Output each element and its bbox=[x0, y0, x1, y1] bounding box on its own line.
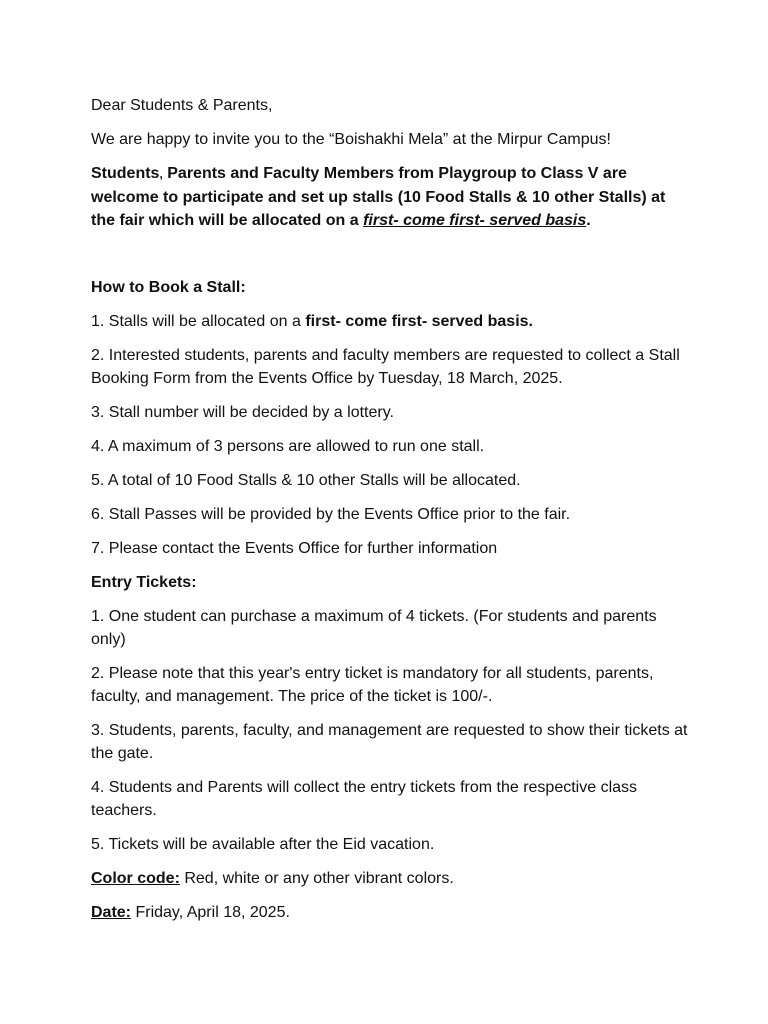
intro-comma: , bbox=[159, 167, 163, 181]
booking-heading: How to Book a Stall: bbox=[91, 279, 246, 296]
booking-item-6: 6. Stall Passes will be provided by the Events Office prior to the fair. bbox=[91, 506, 571, 523]
intro-body: Parents and Faculty Members from Playgroup to Class V are welcome to participate and set up stalls (10 Food Stalls & 10 other Stalls) at the fair which will be allocated on a bbox=[91, 165, 666, 229]
ticket-item-4: 4. Students and Parents will collect the entry tickets from the respective class teachers. bbox=[91, 779, 638, 819]
intro-emphasis: first- come first- served basis bbox=[363, 212, 587, 229]
tickets-heading: Entry Tickets: bbox=[91, 574, 197, 591]
booking-item-2: 2. Interested students, parents and faculty members are requested to collect a Stall Booking Form from the Events Office by Tuesday, 18 March, 2025. bbox=[91, 347, 680, 387]
booking-item-5: 5. A total of 10 Food Stalls & 10 other Stalls will be allocated. bbox=[91, 472, 521, 489]
booking-item-4: 4. A maximum of 3 persons are allowed to run one stall. bbox=[91, 438, 485, 455]
booking-item-3: 3. Stall number will be decided by a lottery. bbox=[91, 404, 394, 421]
ticket-item-1: 1. One student can purchase a maximum of 4 tickets. (For students and parents only) bbox=[91, 608, 657, 648]
intro-paragraph bbox=[91, 162, 691, 232]
ticket-item-2: 2. Please note that this year's entry ticket is mandatory for all students, parents, faculty, and management. The price of the ticket is 100/-. bbox=[91, 665, 654, 705]
ticket-item-3: 3. Students, parents, faculty, and management are requested to show their tickets at the gate. bbox=[91, 722, 688, 762]
intro-lead: Students bbox=[91, 165, 160, 182]
color-code-line bbox=[91, 867, 691, 890]
date-label: Date: bbox=[91, 904, 132, 921]
booking-item-7: 7. Please contact the Events Office for further information bbox=[91, 540, 498, 557]
date-value: Friday, April 18, 2025. bbox=[131, 904, 290, 921]
invitation-line: We are happy to invite you to the “Boishakhi Mela” at the Mirpur Campus! bbox=[91, 131, 611, 148]
booking-item-1 bbox=[91, 310, 691, 333]
booking-item-1-bold: first- come first- served basis. bbox=[305, 313, 533, 330]
color-code-label: Color code: bbox=[91, 870, 180, 887]
date-line bbox=[91, 901, 691, 924]
letter-body bbox=[91, 94, 691, 935]
blank-line bbox=[91, 243, 691, 276]
intro-end: . bbox=[586, 212, 591, 229]
color-code-value: Red, white or any other vibrant colors. bbox=[179, 870, 454, 887]
ticket-item-5: 5. Tickets will be available after the Eid vacation. bbox=[91, 836, 435, 853]
booking-item-1-prefix: 1. Stalls will be allocated on a bbox=[91, 313, 306, 330]
salutation: Dear Students & Parents, bbox=[91, 97, 273, 114]
